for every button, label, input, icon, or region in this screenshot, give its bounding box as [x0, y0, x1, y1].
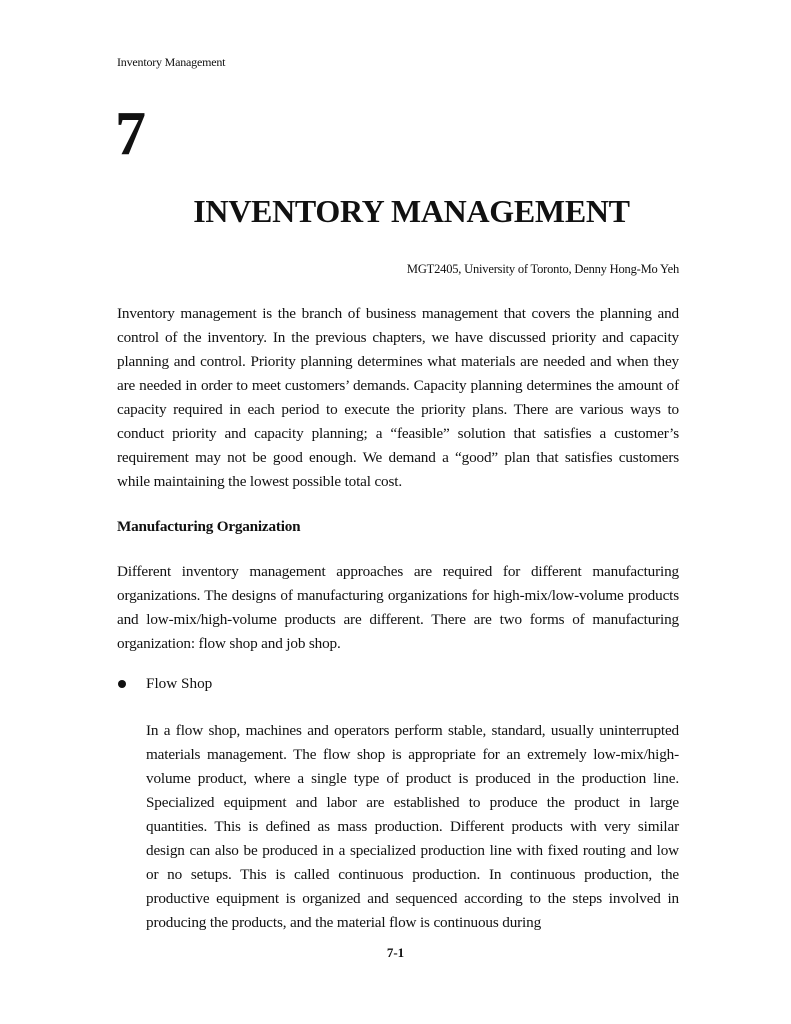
chapter-title: INVENTORY MANAGEMENT: [193, 193, 630, 229]
running-header: Inventory Management: [117, 55, 226, 69]
page-number: 7-1: [386, 945, 405, 960]
intro-paragraph: Inventory management is the branch of business management that covers the planning and control of the inventory. In the previous chapters, we have discussed priority and capacity planning and control. Priority planning determines what materials are needed and when they are needed in order to meet customers’ demands. Capacity planning determines the amount of capacity required in each period to execute the priority plans. There are various ways to conduct priority and capacity planning; a “feasible” solution that satisfies a customer’s requirement may not be good enough. We demand a “good” plan that satisfies customers while maintaining the lowest possible total cost.: [117, 305, 679, 490]
bullet-icon: [118, 680, 126, 688]
flow-shop-paragraph: In a flow shop, machines and operators perform stable, standard, usually uninterrupted materials management. The flow shop is appropriate for an extremely low-mix/high-volume product, where a single type of product is produced in the production line. Specialized equipment and labor are established to produce the product in large quantities. This is defined as mass production. Different products with very similar design can also be produced in a specialized production line with fixed routing and low or no setups. This is called continuous production. In continuous production, the productive equipment is organized and sequenced according to the steps involved in producing the products, and the material flow is continuous during: [146, 722, 679, 931]
bullet-label: Flow Shop: [146, 675, 213, 692]
bullet-item-flow-shop: [117, 675, 212, 693]
section-heading: Manufacturing Organization: [117, 518, 301, 535]
section-paragraph: Different inventory management approaches are required for different manufacturing organizations. The designs of manufacturing organizations for high-mix/low-volume products and low-mix/high-volume products are different. There are two forms of manufacturing organization: flow shop and job shop.: [117, 563, 679, 652]
author-byline: MGT2405, University of Toronto, Denny Hong-Mo Yeh: [406, 262, 679, 276]
chapter-number: 7: [115, 100, 146, 168]
